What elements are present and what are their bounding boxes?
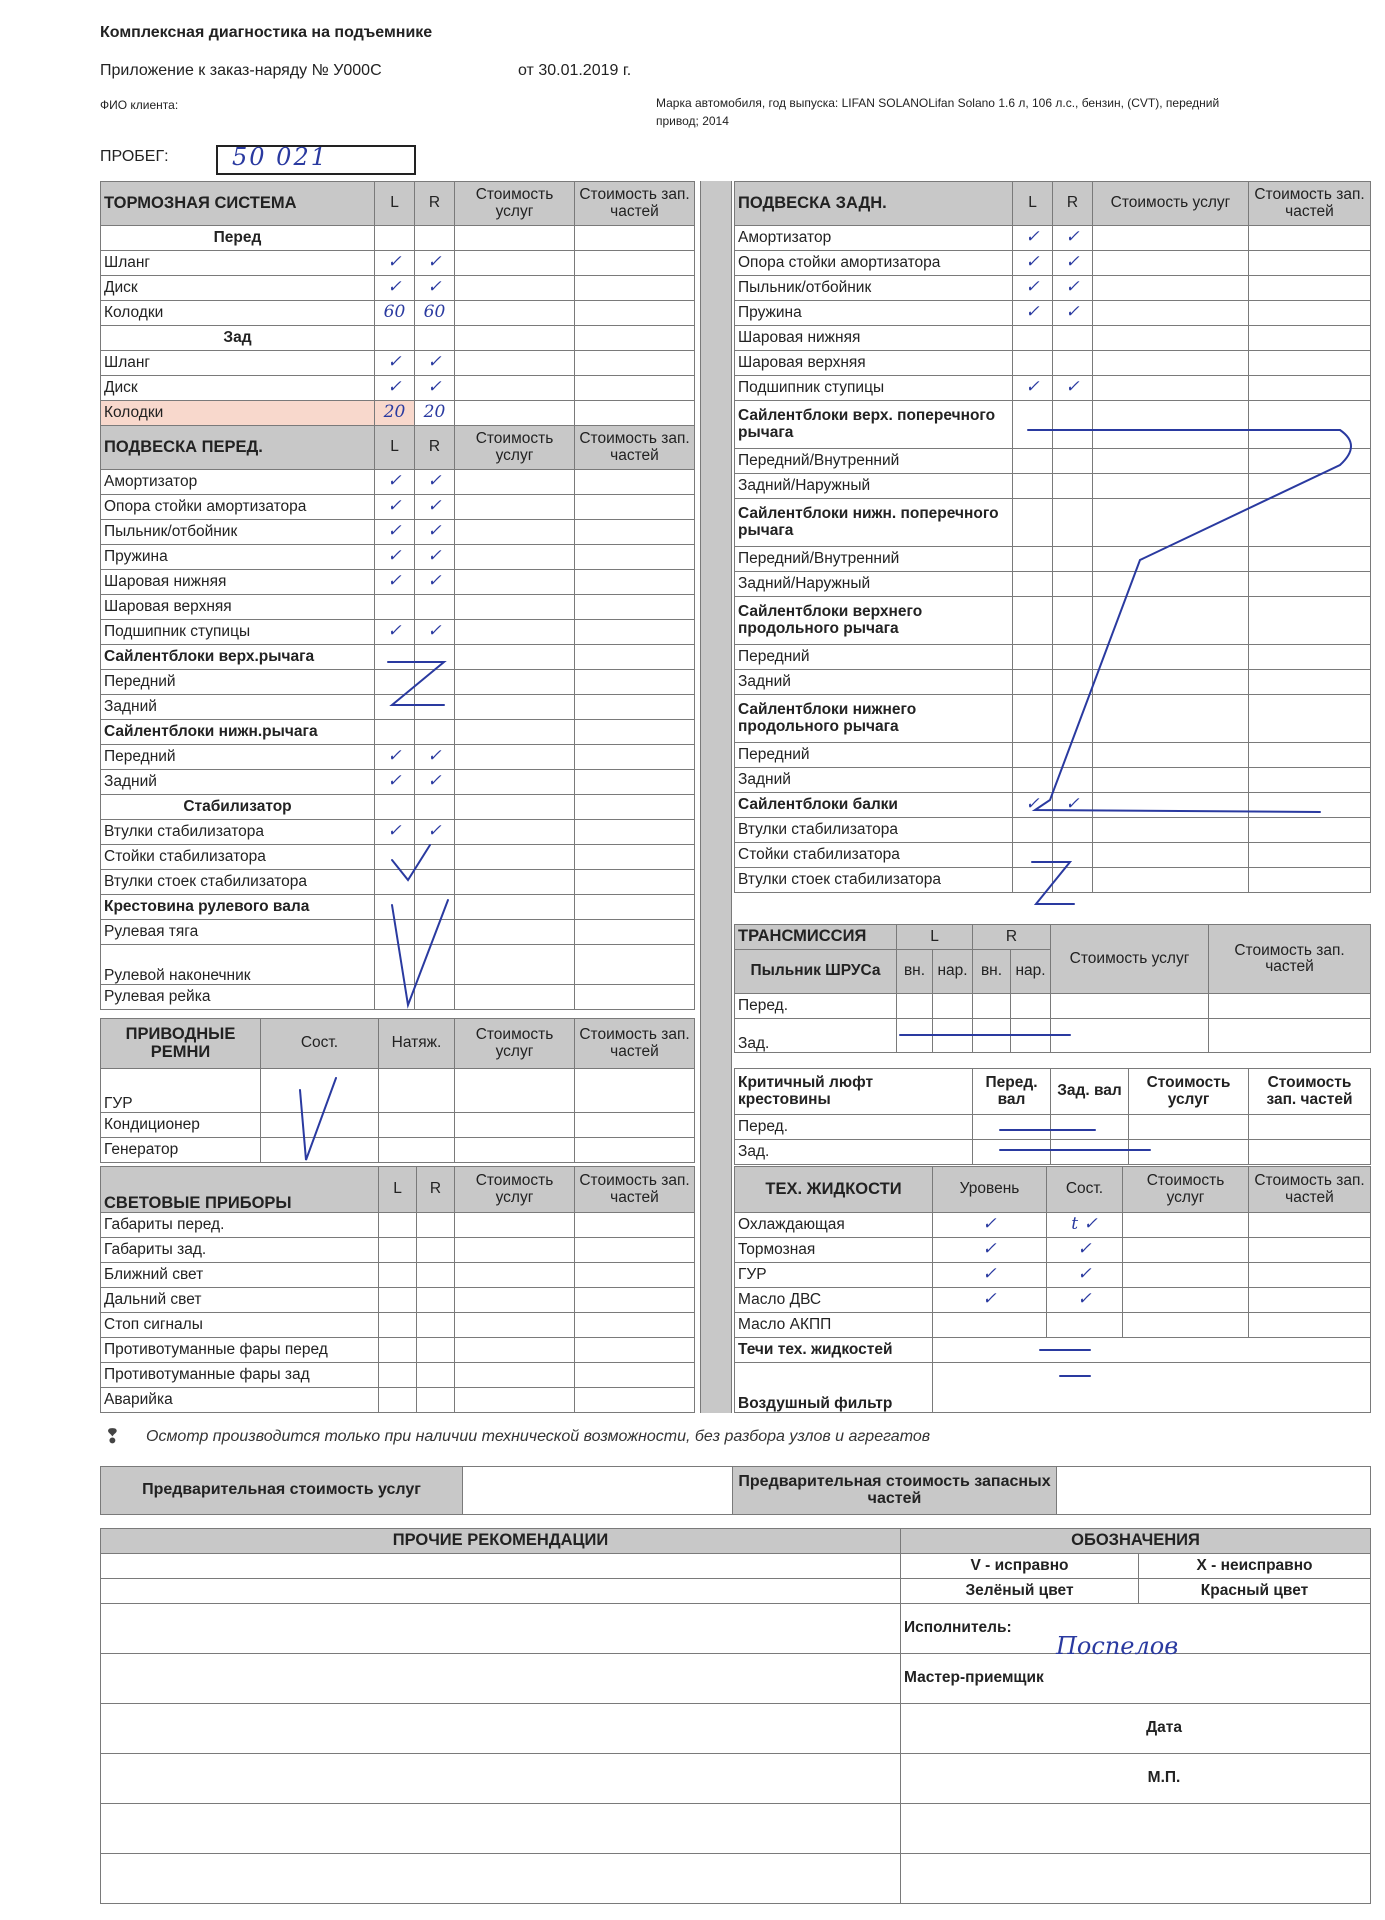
mark-r[interactable]: ✓	[415, 251, 455, 276]
col-r: R	[973, 925, 1051, 950]
steering-v-stroke	[392, 900, 448, 1005]
row-label: Передний/Внутренний	[735, 449, 1013, 474]
col-r: R	[1053, 182, 1093, 226]
col-state: Сост.	[261, 1019, 379, 1069]
belts-title: ПРИВОДНЫЕ РЕМНИ	[101, 1019, 261, 1069]
row-label: Кондиционер	[101, 1113, 261, 1138]
upper-arm-header: Сайлентблоки верх.рычага	[101, 645, 375, 670]
air-filter-row: Воздушный фильтр	[735, 1363, 933, 1413]
row-label: Противотуманные фары перед	[101, 1338, 379, 1363]
mark-l[interactable]: ✓	[375, 495, 415, 520]
rear-susp-title: ПОДВЕСКА ЗАДН.	[735, 182, 1013, 226]
mark-r[interactable]: ✓	[1053, 301, 1093, 326]
row-label: Передний	[735, 743, 1013, 768]
row-label: Габариты зад.	[101, 1238, 379, 1263]
mark-r[interactable]: ✓	[415, 570, 455, 595]
col-services: Стоимость услуг	[1123, 1167, 1249, 1213]
col-parts: Стоимость зап. частей	[575, 182, 695, 226]
row-label: Ближний свет	[101, 1263, 379, 1288]
client-label: ФИО клиента:	[100, 98, 179, 112]
row-label: Тормозная	[735, 1238, 933, 1263]
col-services: Стоимость услуг	[455, 1167, 575, 1213]
inspection-note: Осмотр производится только при наличии технической возможности, без разбора узлов и агрегатов	[146, 1428, 931, 1445]
receiver-label: Мастер-приемщик	[901, 1654, 1371, 1704]
row-label: Диск	[101, 276, 375, 301]
mark-l[interactable]: ✓	[375, 745, 415, 770]
row-label: ГУР	[101, 1069, 261, 1113]
lights-title: СВЕТОВЫЕ ПРИБОРЫ	[101, 1167, 379, 1213]
row-label: Масло АКПП	[735, 1313, 933, 1338]
lower-longitudinal-header: Сайлентблоки нижнего продольного рычага	[735, 695, 1013, 743]
upper-transverse-header: Сайлентблоки верх. поперечного рычага	[735, 401, 1013, 449]
mark-l[interactable]: ✓	[1013, 376, 1053, 401]
mark-level[interactable]: ✓	[933, 1263, 1047, 1288]
lower-transverse-header: Сайлентблоки нижн. поперечного рычага	[735, 499, 1013, 547]
mark-r[interactable]: ✓	[1053, 793, 1093, 818]
prelim-parts-label: Предварительная стоимость запасных частей	[733, 1467, 1057, 1515]
beam-header: Сайлентблоки балки	[735, 793, 1013, 818]
col-l: L	[379, 1167, 417, 1213]
col-rear-shaft: Зад. вал	[1051, 1069, 1129, 1115]
col-parts: Стоимость зап. частей	[575, 1167, 695, 1213]
row-label: Охлаждающая	[735, 1213, 933, 1238]
row-label: Пыльник/отбойник	[735, 276, 1013, 301]
executor-label: Исполнитель:	[904, 1619, 1012, 1637]
mark-r[interactable]: ✓	[415, 520, 455, 545]
row-label: Передний/Внутренний	[735, 547, 1013, 572]
front-susp-title: ПОДВЕСКА ПЕРЕД.	[101, 426, 375, 470]
mark-r[interactable]: 20	[415, 401, 455, 426]
row-label: Задний	[101, 695, 375, 720]
row-label: Рулевой наконечник	[101, 945, 375, 985]
col-parts: Стоимость зап. частей	[1209, 925, 1371, 994]
front-stab-v-stroke	[392, 845, 430, 880]
row-label: Рулевая рейка	[101, 985, 375, 1010]
col-front-shaft: Перед. вал	[973, 1069, 1051, 1115]
mark-r[interactable]: ✓	[415, 495, 455, 520]
row-label: Подшипник ступицы	[735, 376, 1013, 401]
mark-level[interactable]: ✓	[933, 1238, 1047, 1263]
row-label: Задний/Наружный	[735, 572, 1013, 597]
mark-l[interactable]: ✓	[375, 770, 415, 795]
mark-r[interactable]: ✓	[415, 376, 455, 401]
form-title: Комплексная диагностика на подъемнике	[100, 24, 433, 41]
prelim-services-label: Предварительная стоимость услуг	[101, 1467, 463, 1515]
leaks-row: Течи тех. жидкостей	[735, 1338, 933, 1363]
row-label: Пружина	[101, 545, 375, 570]
order-line: Приложение к заказ-наряду № У000С	[100, 62, 382, 79]
row-label: Шаровая верхняя	[735, 351, 1013, 376]
col-parts: Стоимость зап. частей	[575, 1019, 695, 1069]
row-label: Задний	[101, 770, 375, 795]
mark-l[interactable]: ✓	[375, 251, 415, 276]
mark-l[interactable]: ✓	[1013, 251, 1053, 276]
mark-l[interactable]: ✓	[375, 570, 415, 595]
row-label: Противотуманные фары зад	[101, 1363, 379, 1388]
row-label: Диск	[101, 376, 375, 401]
mileage-value: 50 021	[232, 143, 328, 171]
mark-r[interactable]: ✓	[415, 351, 455, 376]
date-label: Дата	[901, 1704, 1371, 1754]
brakes-title: ТОРМОЗНАЯ СИСТЕМА	[101, 182, 375, 226]
col-services: Стоимость услуг	[1129, 1069, 1249, 1115]
row-label: Рулевая тяга	[101, 920, 375, 945]
belts-v-stroke	[300, 1078, 336, 1160]
col-outer: нар.	[1011, 950, 1051, 994]
mark-l[interactable]: ✓	[375, 520, 415, 545]
mark-level[interactable]: ✓	[933, 1288, 1047, 1313]
mark-r[interactable]: ✓	[1053, 276, 1093, 301]
row-label: Шаровая верхняя	[101, 595, 375, 620]
front-upper-z-stroke	[388, 662, 444, 705]
mark-r[interactable]: ✓	[1053, 226, 1093, 251]
row-label: Стоп сигналы	[101, 1313, 379, 1338]
row-label: ГУР	[735, 1263, 933, 1288]
mark-l[interactable]: ✓	[375, 376, 415, 401]
legend-header: ОБОЗНАЧЕНИЯ	[901, 1529, 1371, 1554]
mark-r[interactable]: ✓	[415, 276, 455, 301]
brakes-front-header: Перед	[101, 226, 375, 251]
row-label: Стойки стабилизатора	[101, 845, 375, 870]
legend-ok: V - исправно	[901, 1554, 1139, 1579]
brakes-rear-header: Зад	[101, 326, 375, 351]
row-label: Втулки стоек стабилизатора	[735, 868, 1013, 893]
mark-r[interactable]: ✓	[415, 545, 455, 570]
row-label: Втулки стабилизатора	[101, 820, 375, 845]
mark-state[interactable]: ✓	[1047, 1238, 1123, 1263]
col-services: Стоимость услуг	[455, 182, 575, 226]
row-label: Зад.	[735, 1140, 973, 1165]
rear-diagonal-stroke	[1028, 430, 1351, 812]
mark-r[interactable]: ✓	[1053, 376, 1093, 401]
col-l: L	[375, 426, 415, 470]
col-services: Стоимость услуг	[455, 1019, 575, 1069]
legend-green: Зелёный цвет	[901, 1579, 1139, 1604]
mark-l[interactable]: ✓	[375, 620, 415, 645]
stabilizer-header: Стабилизатор	[101, 795, 375, 820]
legend-red: Красный цвет	[1139, 1579, 1371, 1604]
car-line-1: Марка автомобиля, год выпуска: LIFAN SOLANOLifan Solano 1.6 л, 106 л.с., бензин, (CVT), передний	[656, 96, 1220, 110]
row-label: Опора стойки амортизатора	[735, 251, 1013, 276]
row-label: Аварийка	[101, 1388, 379, 1413]
mark-l[interactable]: ✓	[375, 276, 415, 301]
order-date: от 30.01.2019 г.	[518, 62, 632, 79]
mark-r[interactable]: ✓	[415, 470, 455, 495]
mileage-label: ПРОБЕГ:	[100, 148, 169, 165]
mark-r[interactable]: ✓	[415, 770, 455, 795]
recommendations-header: ПРОЧИЕ РЕКОМЕНДАЦИИ	[101, 1529, 901, 1554]
col-inner: вн.	[897, 950, 933, 994]
col-r: R	[415, 182, 455, 226]
col-services: Стоимость услуг	[1093, 182, 1249, 226]
mark-l[interactable]: ✓	[1013, 226, 1053, 251]
row-label: Колодки	[101, 401, 375, 426]
rear-stab-z-stroke	[1032, 862, 1074, 904]
row-label: Передний	[101, 670, 375, 695]
mark-r[interactable]: ✓	[1053, 251, 1093, 276]
mark-l[interactable]: ✓	[375, 351, 415, 376]
car-line-2: привод; 2014	[656, 114, 729, 128]
col-parts: Стоимость зап. частей	[1249, 182, 1371, 226]
col-l: L	[1013, 182, 1053, 226]
row-label: Габариты перед.	[101, 1213, 379, 1238]
col-tension: Натяж.	[379, 1019, 455, 1069]
mark-r[interactable]: ✓	[415, 820, 455, 845]
col-l: L	[375, 182, 415, 226]
row-label: Колодки	[101, 301, 375, 326]
row-label: Пыльник/отбойник	[101, 520, 375, 545]
row-label: Шаровая нижняя	[735, 326, 1013, 351]
mark-r[interactable]: ✓	[415, 620, 455, 645]
warning-icon: ❢	[104, 1426, 121, 1448]
row-label: Втулки стоек стабилизатора	[101, 870, 375, 895]
row-label: Генератор	[101, 1138, 261, 1163]
row-label: Дальний свет	[101, 1288, 379, 1313]
row-label: Масло ДВС	[735, 1288, 933, 1313]
mark-state[interactable]: t ✓	[1047, 1213, 1123, 1238]
row-label: Подшипник ступицы	[101, 620, 375, 645]
row-label: Передний	[101, 745, 375, 770]
mark-level[interactable]: ✓	[933, 1213, 1047, 1238]
stamp-label: М.П.	[901, 1754, 1371, 1804]
fluids-title: ТЕХ. ЖИДКОСТИ	[735, 1167, 933, 1213]
row-label: Шаровая нижняя	[101, 570, 375, 595]
row-label: Шланг	[101, 351, 375, 376]
row-label: Шланг	[101, 251, 375, 276]
mark-r[interactable]: ✓	[415, 745, 455, 770]
cv-boot-header: Пыльник ШРУСа	[735, 950, 897, 994]
col-l: L	[897, 925, 973, 950]
upper-longitudinal-header: Сайлентблоки верхнего продольного рычага	[735, 597, 1013, 645]
mark-l[interactable]: ✓	[375, 820, 415, 845]
row-label: Задний	[735, 670, 1013, 695]
mark-r[interactable]: 60	[415, 301, 455, 326]
row-label: Пружина	[735, 301, 1013, 326]
mark-l[interactable]: ✓	[375, 470, 415, 495]
legend-bad: X - неисправно	[1139, 1554, 1371, 1579]
row-label: Передний	[735, 645, 1013, 670]
crosspiece-header: Критичный люфт крестовины	[735, 1069, 973, 1115]
row-label: Зад.	[735, 1019, 897, 1053]
mark-state[interactable]: ✓	[1047, 1288, 1123, 1313]
mark-state[interactable]: ✓	[1047, 1263, 1123, 1288]
executor-signature: Поспелов	[1056, 1632, 1179, 1660]
col-parts: Стоимость зап. частей	[1249, 1167, 1371, 1213]
row-label: Перед.	[735, 1115, 973, 1140]
row-label: Амортизатор	[101, 470, 375, 495]
mark-l[interactable]: ✓	[375, 545, 415, 570]
lower-arm-header: Сайлентблоки нижн.рычага	[101, 720, 375, 745]
col-services: Стоимость услуг	[1051, 925, 1209, 994]
row-label: Втулки стабилизатора	[735, 818, 1013, 843]
col-parts: Стоимость зап. частей	[575, 426, 695, 470]
col-level: Уровень	[933, 1167, 1047, 1213]
mark-l[interactable]: 60	[375, 301, 415, 326]
transmission-title: ТРАНСМИССИЯ	[735, 925, 897, 950]
col-parts: Стоимость зап. частей	[1249, 1069, 1371, 1115]
mark-l[interactable]: ✓	[1013, 301, 1053, 326]
mark-l[interactable]: 20	[375, 401, 415, 426]
col-r: R	[415, 426, 455, 470]
mark-l[interactable]: ✓	[1013, 276, 1053, 301]
col-inner: вн.	[973, 950, 1011, 994]
col-state: Сост.	[1047, 1167, 1123, 1213]
steering-shaft-header: Крестовина рулевого вала	[101, 895, 375, 920]
col-services: Стоимость услуг	[455, 426, 575, 470]
col-r: R	[417, 1167, 455, 1213]
row-label: Амортизатор	[735, 226, 1013, 251]
mark-l[interactable]: ✓	[1013, 793, 1053, 818]
row-label: Задний/Наружный	[735, 474, 1013, 499]
row-label: Задний	[735, 768, 1013, 793]
row-label: Опора стойки амортизатора	[101, 495, 375, 520]
col-outer: нар.	[933, 950, 973, 994]
row-label: Стойки стабилизатора	[735, 843, 1013, 868]
row-label: Перед.	[735, 994, 897, 1019]
